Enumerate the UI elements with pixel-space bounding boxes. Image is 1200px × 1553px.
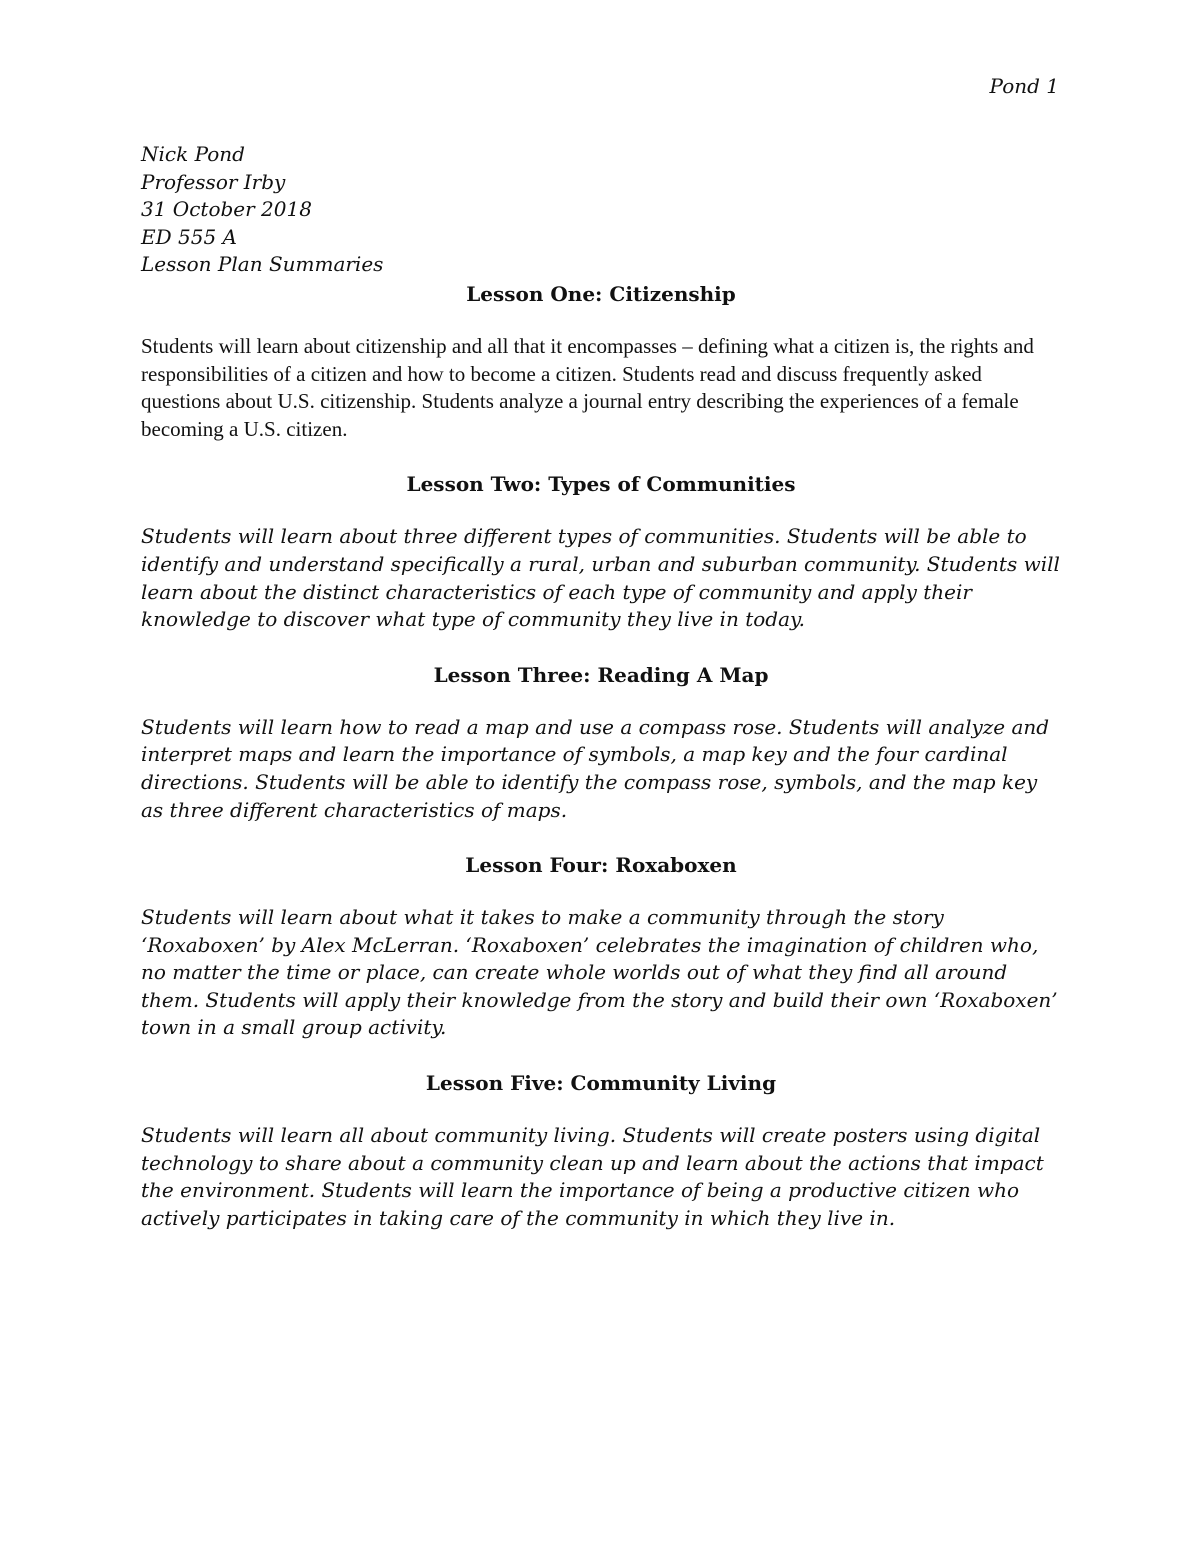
mla-heading (141, 141, 1061, 279)
lesson-four-title: Lesson Four: Roxaboxen (465, 853, 737, 878)
lesson-three-title: Lesson Three: Reading A Map (433, 662, 769, 687)
lesson-one-title: Lesson One: Citizenship (466, 281, 736, 306)
page-header: Pond 1 (989, 74, 1059, 98)
lesson-five-title: Lesson Five: Community Living (425, 1071, 777, 1096)
lesson-four-summary: Students will learn about what it takes to make a community through the story ‘Roxaboxen’ by Alex McLerran. ‘Roxaboxen’ celebrates the imagination of children who, no matter the time or place, can create whole worlds out of what they find all around them. Students will apply their knowledge from the story and build their own ‘Roxaboxen’ town in a small group activity. (141, 905, 1058, 1040)
course-code: ED 555 A (141, 224, 237, 249)
lesson-three-summary: Students will learn how to read a map and use a compass rose. Students will analyze and interpret maps and learn the importance of symbols, a map key and the four cardinal directions. Students will be able to identify the compass rose, symbols, and the map key as three different characteristics of maps. (141, 714, 1050, 822)
lesson-two-summary: Students will learn about three different types of communities. Students will be able to identify and understand specifically a rural, urban and suburban community. Students will learn about the distinct characteristics of each type of community and apply their knowledge to discover what type of community they live in today. (141, 524, 1060, 632)
author-name: Nick Pond (141, 142, 245, 166)
document-content (141, 141, 1061, 1259)
lesson-two-title: Lesson Two: Types of Communities (406, 472, 796, 497)
assignment-title: Lesson Plan Summaries (141, 252, 384, 277)
lesson-one-summary: Students will learn about citizenship and all that it encompasses – defining what a citizen is, the rights and responsibilities of a citizen and how to become a citizen. Students read and discuss frequently asked questions about U.S. citizenship. Students analyze a journal entry describing the experiences of a female becoming a U.S. citizen. (141, 333, 1034, 441)
document-date: 31 October 2018 (141, 197, 312, 222)
lesson-five-summary: Students will learn all about community living. Students will create posters using digital technology to share about a community clean up and learn about the actions that impact the environment. Students will learn the importance of being a productive citizen who actively participates in taking care of the community in which they live in. (141, 1123, 1044, 1230)
instructor-name: Professor Irby (141, 169, 286, 194)
